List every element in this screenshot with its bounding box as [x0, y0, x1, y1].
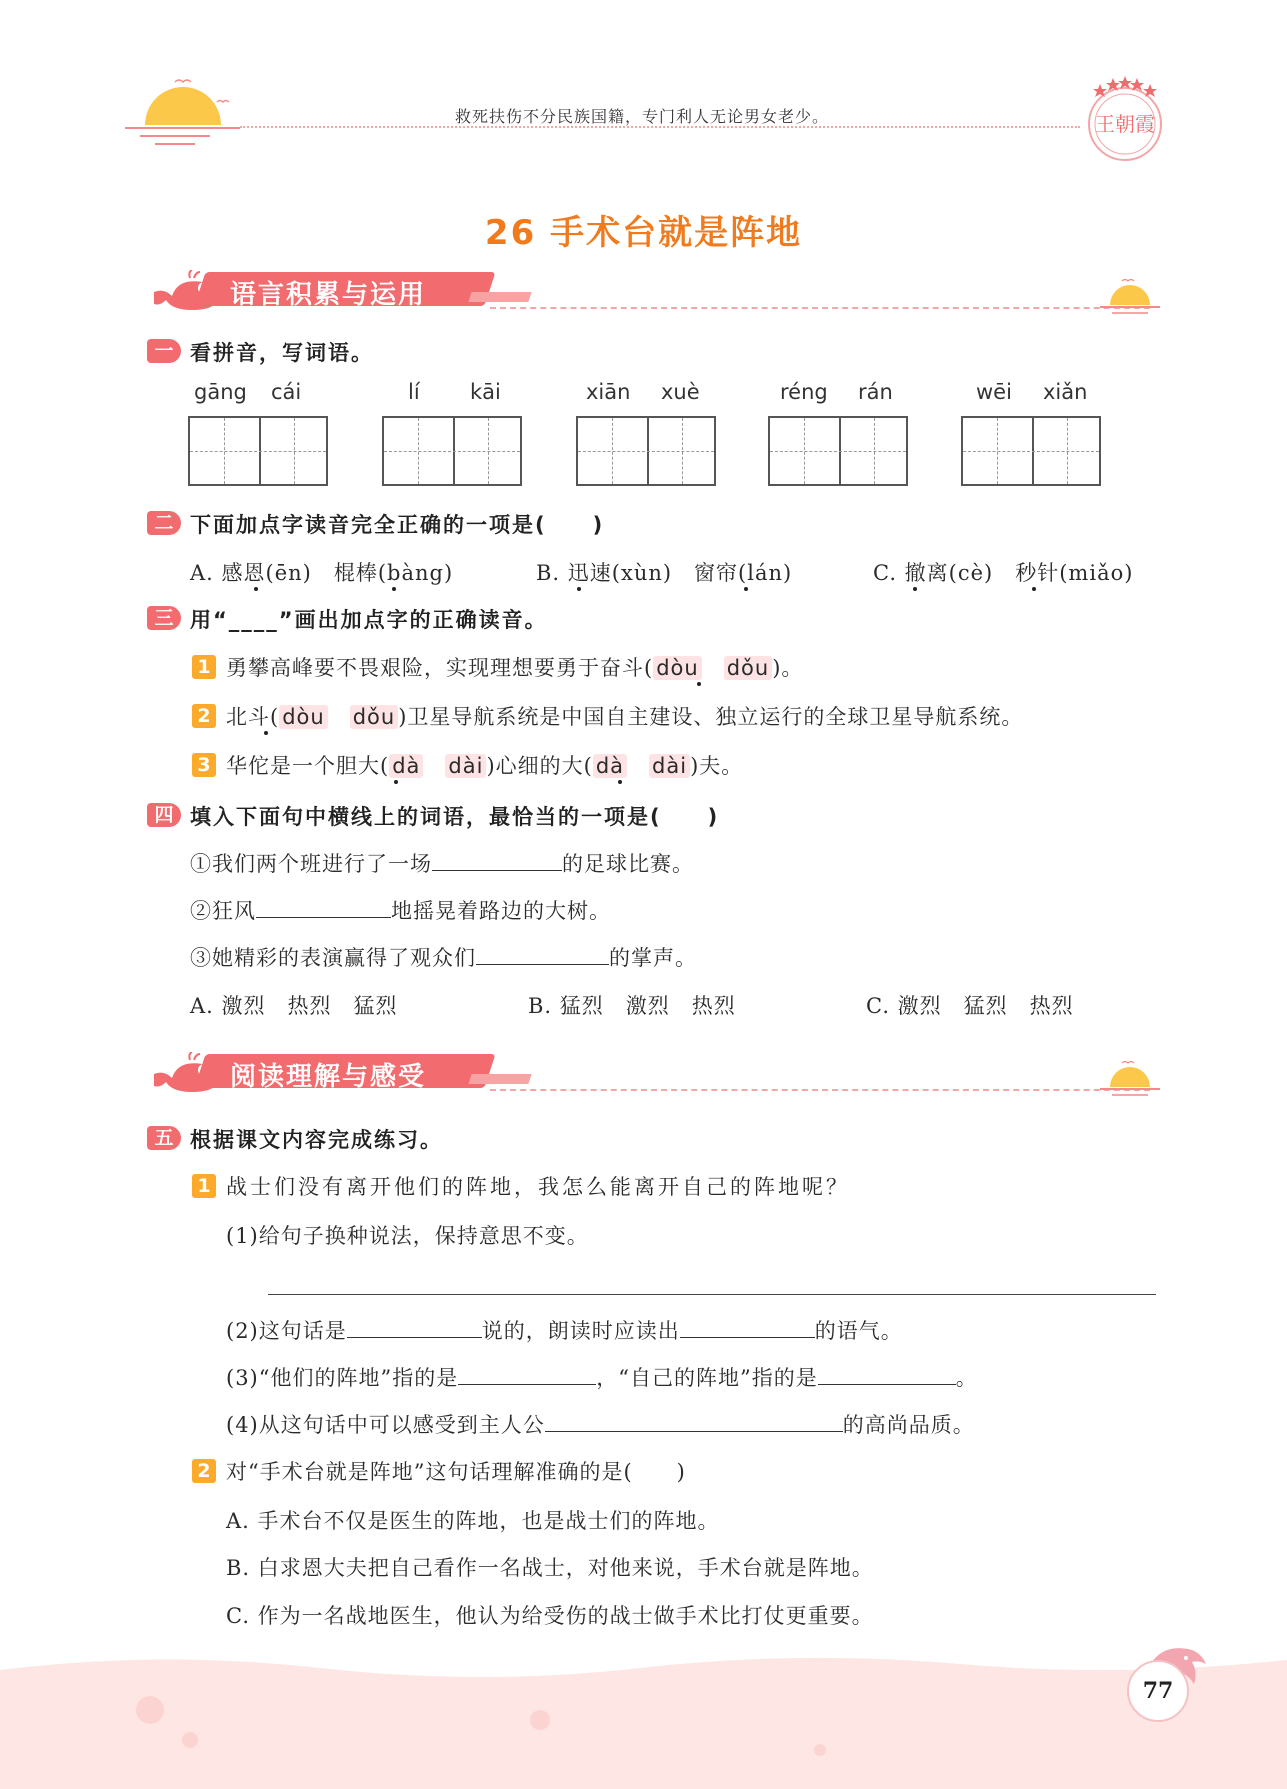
- emphasis-dot: [744, 587, 748, 591]
- emphasis-dot: [394, 780, 398, 784]
- q5-option-c[interactable]: C. 作为一名战地医生，他认为给受伤的战士做手术比打仗更重要。: [226, 1604, 874, 1628]
- writing-box-5[interactable]: [961, 416, 1101, 486]
- question-tag-1: 一: [147, 339, 181, 363]
- q5-item-1: 战士们没有离开他们的阵地，我怎么能离开自己的阵地呢？: [226, 1175, 850, 1199]
- section-rule-1: [490, 307, 1150, 309]
- q2-option-c[interactable]: C. 撤离(cè) 秒针(miǎo): [873, 561, 1134, 585]
- item-number: 1: [192, 655, 216, 679]
- writing-box-3[interactable]: [576, 416, 716, 486]
- fill-blank[interactable]: [347, 1317, 482, 1338]
- q3-item-3: 华佗是一个胆大( dà dài )心细的大( dà dài )夫。: [226, 754, 744, 778]
- pinyin-option[interactable]: dài: [649, 754, 690, 778]
- pinyin-3a: xiān: [586, 380, 631, 404]
- question-3-text: 用“____”画出加点字的正确读音。: [190, 608, 548, 632]
- question-2-text: 下面加点字读音完全正确的一项是( ): [190, 513, 605, 537]
- emphasis-dot: [697, 682, 701, 686]
- pinyin-option[interactable]: dài: [445, 754, 486, 778]
- small-sunset-icon: [1100, 1057, 1160, 1102]
- question-5-text: 根据课文内容完成练习。: [190, 1128, 443, 1152]
- q4-sentence-2: ②狂风 地摇晃着路边的大树。: [190, 899, 611, 923]
- q2-option-a[interactable]: A. 感恩(ēn) 棍棒(bàng): [190, 561, 454, 585]
- fill-blank[interactable]: [256, 897, 391, 918]
- section-title-1: 语言积累与运用: [230, 280, 427, 310]
- fill-blank[interactable]: [545, 1411, 843, 1432]
- lesson-title: 26 手术台就是阵地: [484, 213, 803, 253]
- fill-blank[interactable]: [476, 944, 609, 965]
- q5-option-b[interactable]: B. 白求恩大夫把自己看作一名战士，对他来说，手术台就是阵地。: [226, 1556, 874, 1580]
- pinyin-option[interactable]: dǒu: [724, 656, 773, 680]
- q3-item-2: 北斗( dòu dǒu )卫星导航系统是中国自主建设、独立运行的全球卫星导航系统。: [226, 705, 1024, 729]
- question-tag-5: 五: [147, 1126, 181, 1150]
- section-title-2: 阅读理解与感受: [230, 1062, 427, 1092]
- emphasis-dot: [618, 780, 622, 784]
- pinyin-4a: réng: [780, 380, 828, 404]
- q5-option-a[interactable]: A. 手术台不仅是医生的阵地，也是战士们的阵地。: [226, 1509, 720, 1533]
- pinyin-2b: kāi: [470, 380, 501, 404]
- fill-blank[interactable]: [458, 1364, 596, 1385]
- small-sunset-icon: [1100, 275, 1160, 320]
- section-banner-2: [150, 1052, 490, 1092]
- question-tag-2: 二: [147, 511, 181, 535]
- q5-sub-2: (2)这句话是 说的，朗读时应读出 的语气。: [226, 1319, 903, 1343]
- pinyin-option[interactable]: dà: [593, 754, 627, 778]
- page-number: 77: [1127, 1660, 1189, 1722]
- q5-sub-1: (1)给句子换种说法，保持意思不变。: [226, 1224, 589, 1248]
- emphasis-dot: [392, 587, 396, 591]
- pinyin-option[interactable]: dòu: [653, 656, 702, 680]
- pinyin-5a: wēi: [976, 380, 1012, 404]
- logo-seal-icon: [1080, 74, 1170, 164]
- pinyin-5b: xiǎn: [1043, 380, 1088, 404]
- emphasis-dot: [913, 587, 917, 591]
- fill-blank[interactable]: [818, 1364, 956, 1385]
- question-1-text: 看拼音，写词语。: [190, 341, 374, 365]
- pinyin-1b: cái: [271, 380, 302, 404]
- pinyin-option[interactable]: dòu: [279, 705, 328, 729]
- q5-item-2: 对“手术台就是阵地”这句话理解准确的是( ): [226, 1460, 686, 1484]
- svg-text:王朝霞: 王朝霞: [1095, 112, 1155, 136]
- writing-box-4[interactable]: [768, 416, 908, 486]
- fill-blank[interactable]: [680, 1317, 815, 1338]
- section-banner-1: [150, 270, 490, 310]
- q4-option-a[interactable]: A. 激烈 热烈 猛烈: [190, 994, 398, 1018]
- emphasis-dot: [577, 587, 581, 591]
- pinyin-4b: rán: [858, 380, 893, 404]
- question-tag-3: 三: [147, 606, 181, 630]
- pinyin-3b: xuè: [661, 380, 700, 404]
- fill-blank[interactable]: [432, 850, 562, 871]
- q4-option-b[interactable]: B. 猛烈 激烈 热烈: [528, 994, 736, 1018]
- q5-sub-3: (3)“他们的阵地”指的是 ，“自己的阵地”指的是 。: [226, 1366, 978, 1390]
- pinyin-option[interactable]: dà: [389, 754, 423, 778]
- q4-sentence-3: ③她精彩的表演赢得了观众们 的掌声。: [190, 946, 697, 970]
- q2-option-b[interactable]: B. 迅速(xùn) 窗帘(lán): [536, 561, 793, 585]
- writing-box-2[interactable]: [382, 416, 522, 486]
- q4-option-c[interactable]: C. 激烈 猛烈 热烈: [866, 994, 1074, 1018]
- pinyin-2a: lí: [408, 380, 420, 404]
- q5-sub-4: (4)从这句话中可以感受到主人公 的高尚品质。: [226, 1413, 975, 1437]
- question-tag-4: 四: [147, 803, 181, 827]
- sunset-icon: [125, 70, 245, 150]
- writing-box-1[interactable]: [188, 416, 328, 486]
- item-number: 2: [192, 704, 216, 728]
- item-number: 3: [192, 753, 216, 777]
- pinyin-1a: gāng: [194, 380, 247, 404]
- header-motto: 救死扶伤不分民族国籍，专门利人无论男女老少。: [455, 107, 830, 126]
- q4-sentence-1: ①我们两个班进行了一场 的足球比赛。: [190, 852, 694, 876]
- emphasis-dot: [1032, 587, 1036, 591]
- q3-item-1: 勇攀高峰要不畏艰险，实现理想要勇于奋斗( dòu dǒu )。: [226, 656, 804, 680]
- item-number: 1: [192, 1174, 216, 1198]
- section-rule-2: [490, 1089, 1150, 1091]
- emphasis-dot: [264, 731, 268, 735]
- question-4-text: 填入下面句中横线上的词语，最恰当的一项是( ): [190, 805, 720, 829]
- pinyin-option[interactable]: dǒu: [350, 705, 399, 729]
- answer-line[interactable]: [268, 1294, 1156, 1295]
- footer-wave: [0, 1650, 1287, 1789]
- item-number: 2: [192, 1459, 216, 1483]
- emphasis-dot: [254, 587, 258, 591]
